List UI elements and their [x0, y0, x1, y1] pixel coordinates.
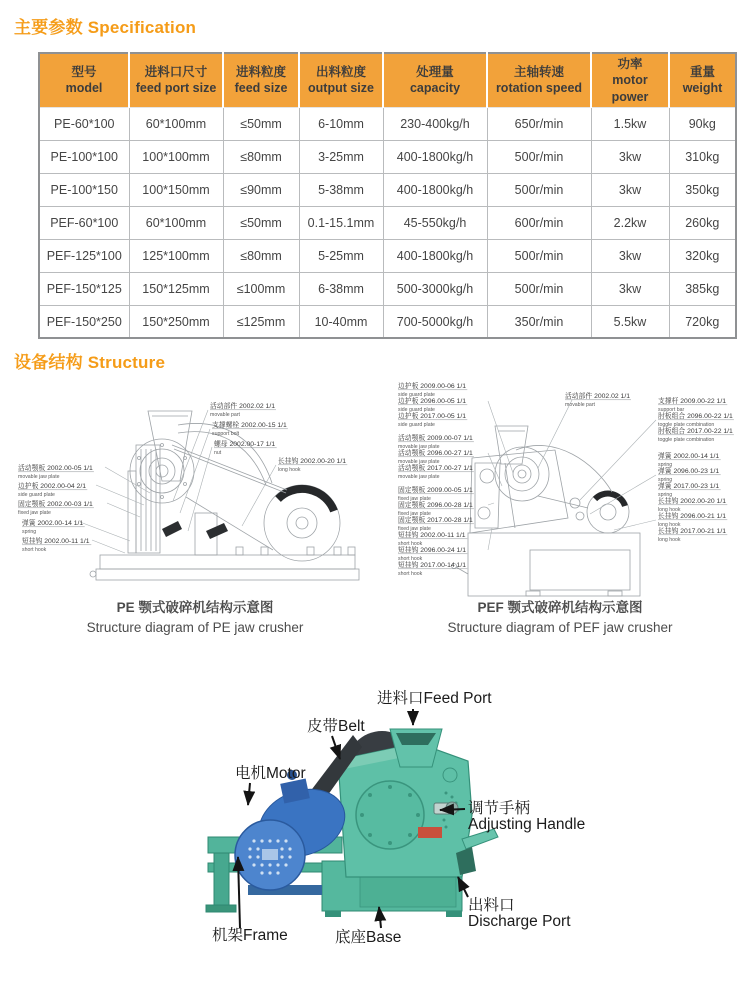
part-label-zh: 活动颚板 2096.00-27 1/1	[398, 450, 473, 457]
col-header-en: capacity	[409, 81, 461, 96]
part-label-zh: 螺母 2002.00-17 1/1	[214, 441, 276, 448]
cell-feed-size: ≤50mm	[223, 206, 299, 239]
belt-label: 皮带Belt	[307, 718, 365, 735]
cell-output-size: 5-25mm	[299, 239, 383, 272]
part-label-zh: 弹簧 2096.00-23 1/1	[658, 468, 720, 475]
structure-section-heading: 设备结构 Structure	[14, 353, 166, 372]
part-label-zh: 活动部件 2002.02 1/1	[565, 393, 630, 400]
adjusting-handle-arrow	[440, 809, 465, 810]
diagram-part-label	[18, 481, 87, 498]
part-label-en: movable part	[565, 402, 595, 408]
col-header-zh: 功率	[617, 57, 643, 71]
cell-feed-size: ≤125mm	[223, 305, 299, 338]
pef-flywheel	[495, 447, 549, 501]
diagram-part-label	[398, 560, 467, 577]
diagram-part-label	[398, 485, 474, 502]
frame-label: 机架Frame	[212, 927, 288, 944]
part-label-en: long hook	[658, 507, 681, 513]
col-header-zh: 进料口尺寸	[144, 65, 208, 80]
cell-feed-size: ≤50mm	[223, 107, 299, 140]
pe-support-bolt-block	[162, 521, 182, 537]
discharge-port-label-en: Discharge Port	[468, 913, 571, 930]
col-header-motor-power	[591, 53, 669, 107]
cell-feed-port-size: 60*100mm	[129, 107, 223, 140]
col-header-zh: 出料粒度	[315, 65, 366, 80]
cell-model: PEF-150*125	[39, 272, 129, 305]
col-header-zh: 进料粒度	[235, 65, 286, 80]
cell-rotation-speed: 350r/min	[487, 305, 591, 338]
col-header-zh: 重量	[689, 65, 715, 80]
diagram-part-label	[210, 401, 276, 418]
part-label-en: fixed jaw plate	[398, 511, 431, 517]
cell-model: PE-100*150	[39, 173, 129, 206]
part-label-en: spring	[658, 462, 673, 468]
diagram-part-label	[398, 515, 474, 532]
table-row	[39, 173, 736, 206]
cell-motor-power: 1.5kw	[591, 107, 669, 140]
part-label-en: long hook	[658, 522, 681, 528]
diagram-part-label	[398, 530, 467, 547]
cell-model: PEF-125*100	[39, 239, 129, 272]
part-label-en: movable part	[210, 412, 240, 418]
col-header-output-size	[299, 53, 383, 107]
part-label-zh: 长挂钩 2002.00-20 1/1	[658, 498, 727, 505]
diagram-part-label	[658, 451, 721, 468]
pe-hopper	[148, 411, 192, 481]
cell-capacity: 700-5000kg/h	[383, 305, 487, 338]
cell-capacity: 400-1800kg/h	[383, 140, 487, 173]
part-label-en: short hook	[398, 556, 423, 562]
cell-model: PE-60*100	[39, 107, 129, 140]
cell-motor-power: 2.2kw	[591, 206, 669, 239]
pe-caption-en: Structure diagram of PE jaw crusher	[86, 620, 304, 635]
part-label-zh: 短挂钩 2017.00-14 1/1	[398, 562, 467, 569]
cell-capacity: 230-400kg/h	[383, 107, 487, 140]
cell-weight: 350kg	[669, 173, 736, 206]
part-label-en: movable jaw plate	[398, 459, 440, 465]
cell-feed-size: ≤80mm	[223, 239, 299, 272]
specification-table	[38, 52, 737, 339]
part-label-en: movable jaw plate	[18, 474, 60, 480]
cell-rotation-speed: 500r/min	[487, 173, 591, 206]
cell-output-size: 6-10mm	[299, 107, 383, 140]
part-label-zh: 肘板组合 2096.00-22 1/1	[658, 413, 733, 420]
col-header-en: weight	[682, 81, 723, 96]
adjusting-handle-label-zh: 调节手柄	[468, 800, 531, 817]
cell-feed-size: ≤100mm	[223, 272, 299, 305]
feed-port-label: 进料口Feed Port	[377, 690, 492, 707]
diagram-part-label	[658, 466, 721, 483]
part-label-zh: 支撑螺栓 2002.00-15 1/1	[212, 422, 287, 429]
part-label-en: side guard plate	[18, 492, 55, 498]
col-header-zh: 主轴转速	[513, 65, 564, 80]
diagram-part-label	[18, 499, 94, 516]
cell-rotation-speed: 650r/min	[487, 107, 591, 140]
part-label-zh: 短挂钩 2002.00-11 1/1	[22, 538, 90, 545]
diagram-part-label	[398, 448, 474, 465]
pe-frame	[128, 445, 160, 553]
part-label-zh: 支撑杆 2009.00-22 1/1	[658, 398, 727, 405]
pe-diagram-caption	[30, 598, 360, 638]
cell-capacity: 45-550kg/h	[383, 206, 487, 239]
part-label-en: long hook	[658, 537, 681, 543]
col-header-capacity	[383, 53, 487, 107]
part-label-zh: 固定颚板 2096.00-28 1/1	[398, 502, 473, 509]
table-row	[39, 107, 736, 140]
table-row	[39, 206, 736, 239]
table-header-row	[39, 53, 736, 107]
diagram-part-label	[658, 496, 727, 513]
cell-model: PEF-60*100	[39, 206, 129, 239]
diagram-part-label	[278, 456, 347, 473]
part-label-en: movable jaw plate	[398, 474, 440, 480]
cell-feed-port-size: 125*100mm	[129, 239, 223, 272]
adjusting-handle	[434, 802, 458, 814]
part-label-en: spring	[658, 492, 673, 498]
pef-base	[452, 533, 641, 596]
col-header-en: model	[65, 81, 103, 96]
col-header-rotation-speed	[487, 53, 591, 107]
col-header-model	[39, 53, 129, 107]
adjusting-handle-label-en: Adjusting Handle	[468, 816, 586, 833]
cell-motor-power: 3kw	[591, 140, 669, 173]
part-label-zh: 短挂钩 2096.00-24 1/1	[398, 547, 467, 554]
part-label-en: toggle plate combination	[658, 437, 715, 443]
col-header-en: feed size	[234, 81, 288, 96]
cell-output-size: 0.1-15.1mm	[299, 206, 383, 239]
part-label-zh: 弹簧 2017.00-23 1/1	[658, 483, 720, 490]
pef-machine-drawing	[452, 426, 641, 596]
pe-caption-zh: PE 颚式破碎机结构示意图	[116, 600, 274, 615]
cell-feed-port-size: 60*100mm	[129, 206, 223, 239]
pef-caption-en: Structure diagram of PEF jaw crusher	[447, 620, 673, 635]
part-label-zh: 边护板 2017.00-05 1/1	[398, 413, 467, 420]
table-row	[39, 272, 736, 305]
cell-weight: 320kg	[669, 239, 736, 272]
belt-arrow	[332, 736, 340, 759]
col-header-zh: 型号	[71, 65, 97, 80]
part-label-zh: 活动颚板 2017.00-27 1/1	[398, 465, 473, 472]
cell-rotation-speed: 600r/min	[487, 206, 591, 239]
part-label-zh: 肘板组合 2017.00-22 1/1	[658, 428, 733, 435]
part-label-zh: 活动部件 2002.02 1/1	[210, 403, 275, 410]
part-label-en: fixed jaw plate	[18, 510, 51, 516]
table-row	[39, 140, 736, 173]
part-label-zh: 边护板 2009.00-06 1/1	[398, 383, 467, 390]
cell-output-size: 6-38mm	[299, 272, 383, 305]
diagram-part-label	[658, 526, 727, 543]
part-label-zh: 弹簧 2002.00-14 1/1	[658, 453, 720, 460]
col-header-en: motor power	[611, 73, 649, 104]
diagram-part-label	[22, 536, 91, 553]
col-header-en: rotation speed	[495, 81, 583, 96]
col-header-feed-size	[223, 53, 299, 107]
cell-feed-port-size: 100*100mm	[129, 140, 223, 173]
part-label-en: nut	[214, 450, 222, 456]
pe-leader-lines	[80, 410, 276, 553]
part-label-zh: 弹簧 2002.00-14 1/1	[22, 520, 84, 527]
cell-motor-power: 3kw	[591, 239, 669, 272]
part-label-en: spring	[658, 477, 673, 483]
diagram-part-label	[398, 381, 467, 398]
cell-weight: 385kg	[669, 272, 736, 305]
cell-model: PEF-150*250	[39, 305, 129, 338]
machine-photo	[150, 665, 610, 965]
cell-feed-port-size: 150*125mm	[129, 272, 223, 305]
col-header-zh: 处理量	[416, 65, 454, 80]
part-label-en: short hook	[22, 547, 47, 553]
part-label-en: side guard plate	[398, 422, 435, 428]
pef-diagram-caption	[405, 598, 715, 638]
cell-rotation-speed: 500r/min	[487, 272, 591, 305]
specification-section-heading: 主要参数 Specification	[14, 18, 197, 37]
part-label-zh: 固定颚板 2017.00-28 1/1	[398, 517, 473, 524]
cell-output-size: 10-40mm	[299, 305, 383, 338]
diagram-part-label	[658, 411, 734, 428]
cell-motor-power: 3kw	[591, 173, 669, 206]
discharge-port-label-zh: 出料口	[468, 897, 515, 914]
diagram-part-label	[658, 511, 727, 528]
pef-structure-diagram	[380, 378, 750, 603]
part-label-en: fixed jaw plate	[398, 496, 431, 502]
cell-feed-port-size: 150*250mm	[129, 305, 223, 338]
part-label-en: support bolt	[212, 431, 240, 437]
col-header-weight	[669, 53, 736, 107]
cell-feed-size: ≤80mm	[223, 140, 299, 173]
part-label-zh: 固定颚板 2002.00-03 1/1	[18, 501, 93, 508]
cell-weight: 720kg	[669, 305, 736, 338]
pef-caption-zh: PEF 颚式破碎机结构示意图	[477, 600, 643, 615]
part-label-zh: 长挂钩 2096.00-21 1/1	[658, 513, 727, 520]
cell-capacity: 400-1800kg/h	[383, 173, 487, 206]
part-label-zh: 活动颚板 2002.00-05 1/1	[18, 465, 93, 472]
cell-feed-port-size: 100*150mm	[129, 173, 223, 206]
diagram-part-label	[398, 433, 474, 450]
part-label-en: toggle plate combination	[658, 422, 715, 428]
base-label: 底座Base	[335, 929, 402, 946]
part-label-zh: 长挂钩 2017.00-21 1/1	[658, 528, 727, 535]
part-label-zh: 固定颚板 2009.00-05 1/1	[398, 487, 473, 494]
cell-weight: 260kg	[669, 206, 736, 239]
part-label-zh: 短挂钩 2002.00-11 1/1	[398, 532, 466, 539]
diagram-part-label	[398, 463, 474, 480]
cell-output-size: 5-38mm	[299, 173, 383, 206]
cell-weight: 90kg	[669, 107, 736, 140]
motor-arrow	[248, 783, 250, 805]
cell-rotation-speed: 500r/min	[487, 140, 591, 173]
pe-pulley	[264, 485, 340, 561]
table-row	[39, 239, 736, 272]
col-header-feed-port-size	[129, 53, 223, 107]
cell-capacity: 500-3000kg/h	[383, 272, 487, 305]
cell-output-size: 3-25mm	[299, 140, 383, 173]
motor-label: 电机Motor	[235, 765, 306, 782]
part-label-zh: 边护板 2002.00-04 2/1	[18, 483, 87, 490]
diagram-part-label	[18, 463, 94, 480]
diagram-part-label	[398, 500, 474, 517]
part-label-en: short hook	[398, 571, 423, 577]
diagram-part-label	[565, 391, 631, 408]
pe-base	[90, 547, 359, 580]
cell-motor-power: 5.5kw	[591, 305, 669, 338]
part-label-en: short hook	[398, 541, 423, 547]
part-label-en: fixed jaw plate	[398, 526, 431, 532]
diagram-part-label	[212, 420, 288, 437]
pe-belt	[172, 445, 287, 550]
part-label-zh: 长挂钩 2002.00-20 1/1	[278, 458, 347, 465]
diagram-part-label	[658, 426, 734, 443]
pef-body	[470, 450, 584, 533]
diagram-part-label	[658, 396, 727, 413]
col-header-en: feed port size	[135, 81, 217, 96]
cell-feed-size: ≤90mm	[223, 173, 299, 206]
col-header-en: output size	[308, 81, 374, 96]
part-label-en: support bar	[658, 407, 685, 413]
diagram-part-label	[214, 439, 277, 456]
cell-rotation-speed: 500r/min	[487, 239, 591, 272]
part-label-en: movable jaw plate	[398, 444, 440, 450]
cell-capacity: 400-1800kg/h	[383, 239, 487, 272]
cell-weight: 310kg	[669, 140, 736, 173]
diagram-part-label	[398, 411, 467, 428]
diagram-part-label	[658, 481, 721, 498]
diagram-part-label	[398, 396, 467, 413]
cell-model: PE-100*100	[39, 140, 129, 173]
part-label-en: side guard plate	[398, 407, 435, 413]
part-label-en: long hook	[278, 467, 301, 473]
part-label-zh: 活动颚板 2009.00-07 1/1	[398, 435, 473, 442]
part-label-en: side guard plate	[398, 392, 435, 398]
cell-motor-power: 3kw	[591, 272, 669, 305]
part-label-en: spring	[22, 529, 37, 535]
diagram-part-label	[398, 545, 467, 562]
diagram-part-label	[22, 518, 85, 535]
part-label-zh: 边护板 2096.00-05 1/1	[398, 398, 467, 405]
table-row	[39, 305, 736, 338]
pe-structure-diagram	[10, 383, 380, 598]
